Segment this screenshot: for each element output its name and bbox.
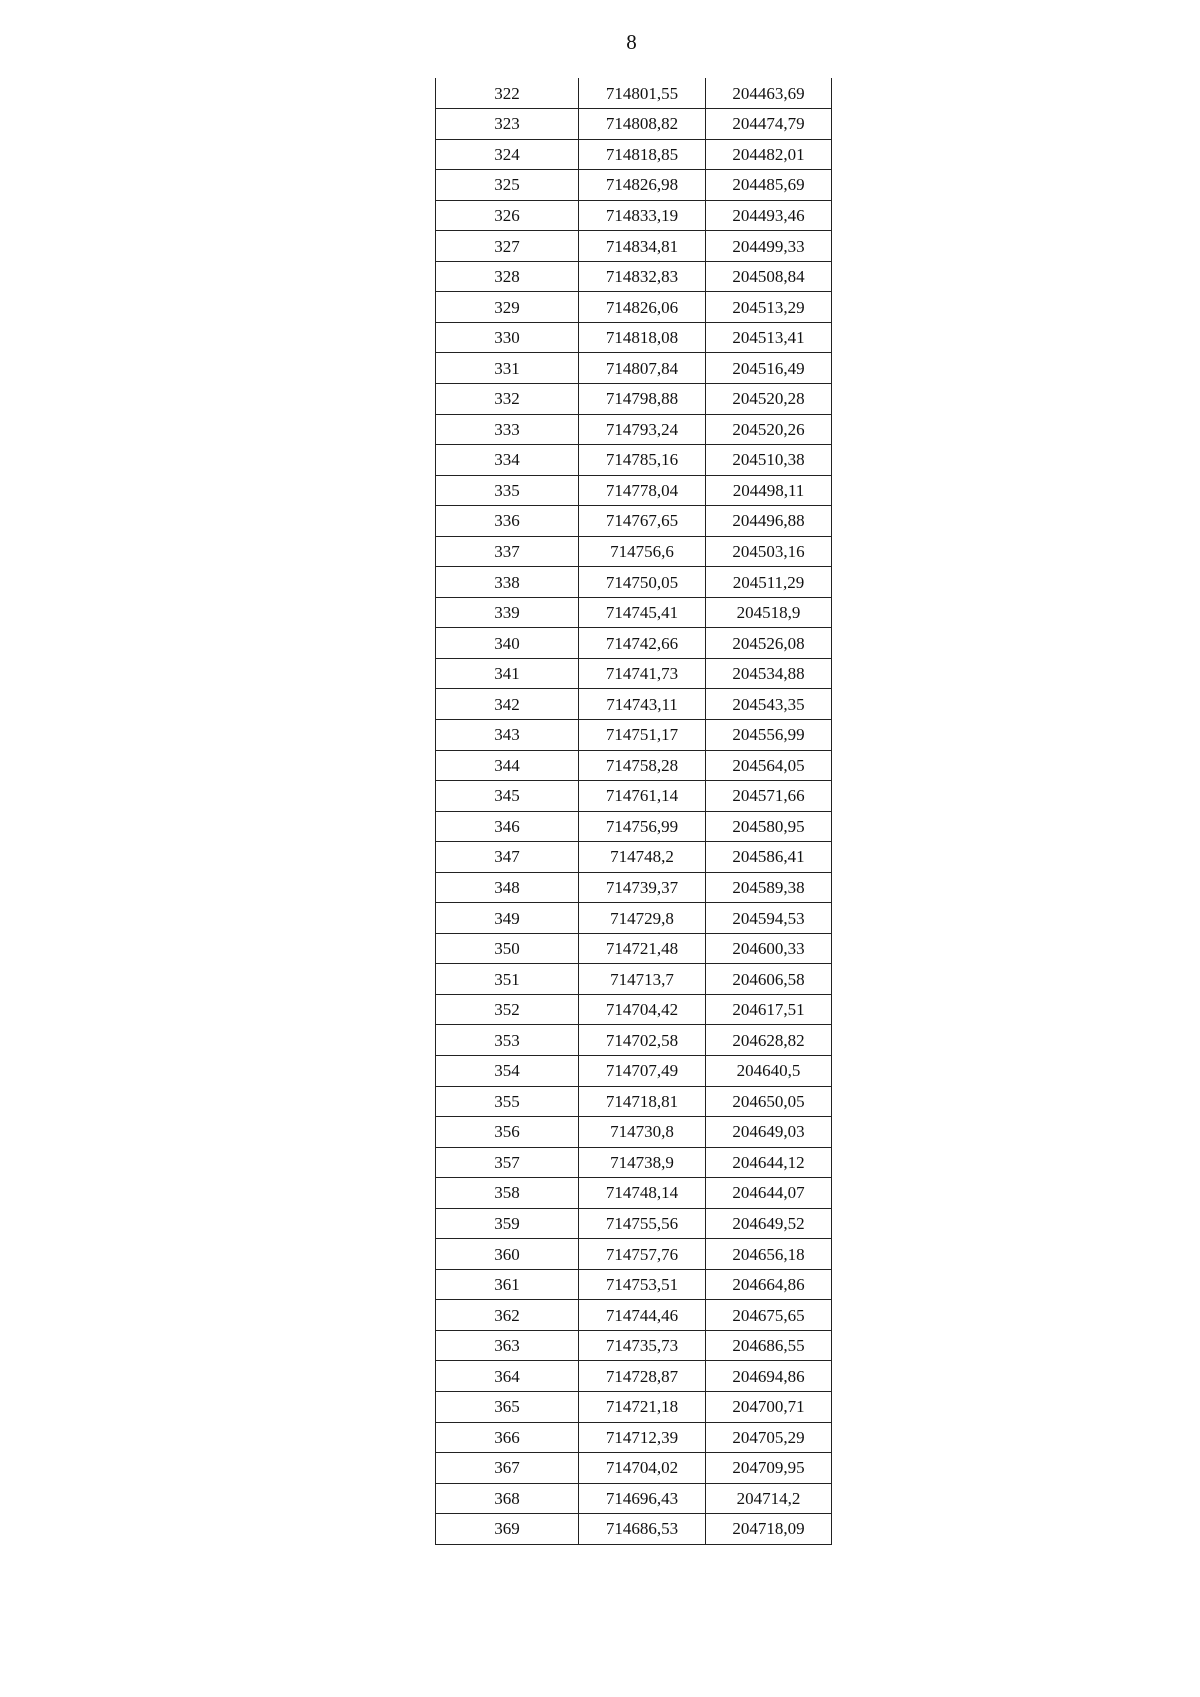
x-coordinate-cell: 714739,37 — [579, 872, 706, 903]
table-row — [436, 78, 832, 109]
point-number-cell: 343 — [436, 719, 579, 750]
x-coordinate-cell: 714742,66 — [579, 628, 706, 659]
point-number-cell: 369 — [436, 1514, 579, 1545]
y-coordinate-cell: 204556,99 — [706, 719, 832, 750]
table-row — [436, 1147, 832, 1178]
point-number-cell: 361 — [436, 1269, 579, 1300]
x-coordinate-cell: 714767,65 — [579, 506, 706, 537]
table-row — [436, 1178, 832, 1209]
point-number-cell: 345 — [436, 781, 579, 812]
point-number-cell: 334 — [436, 445, 579, 476]
table-row — [436, 1422, 832, 1453]
table-row — [436, 1330, 832, 1361]
y-coordinate-cell: 204675,65 — [706, 1300, 832, 1331]
point-number-cell: 323 — [436, 109, 579, 140]
y-coordinate-cell: 204510,38 — [706, 445, 832, 476]
table-row — [436, 872, 832, 903]
point-number-cell: 348 — [436, 872, 579, 903]
x-coordinate-cell: 714833,19 — [579, 200, 706, 231]
table-row — [436, 567, 832, 598]
point-number-cell: 367 — [436, 1453, 579, 1484]
table-row — [436, 1361, 832, 1392]
point-number-cell: 360 — [436, 1239, 579, 1270]
x-coordinate-cell: 714702,58 — [579, 1025, 706, 1056]
y-coordinate-cell: 204709,95 — [706, 1453, 832, 1484]
table-row — [436, 597, 832, 628]
y-coordinate-cell: 204499,33 — [706, 231, 832, 262]
point-number-cell: 326 — [436, 200, 579, 231]
point-number-cell: 368 — [436, 1483, 579, 1514]
y-coordinate-cell: 204664,86 — [706, 1269, 832, 1300]
x-coordinate-cell: 714753,51 — [579, 1269, 706, 1300]
y-coordinate-cell: 204526,08 — [706, 628, 832, 659]
x-coordinate-cell: 714713,7 — [579, 964, 706, 995]
y-coordinate-cell: 204649,52 — [706, 1208, 832, 1239]
point-number-cell: 352 — [436, 994, 579, 1025]
x-coordinate-cell: 714834,81 — [579, 231, 706, 262]
table-row — [436, 1208, 832, 1239]
point-number-cell: 335 — [436, 475, 579, 506]
y-coordinate-cell: 204463,69 — [706, 78, 832, 109]
y-coordinate-cell: 204513,29 — [706, 292, 832, 323]
point-number-cell: 339 — [436, 597, 579, 628]
y-coordinate-cell: 204686,55 — [706, 1330, 832, 1361]
y-coordinate-cell: 204694,86 — [706, 1361, 832, 1392]
table-row — [436, 475, 832, 506]
point-number-cell: 322 — [436, 78, 579, 109]
x-coordinate-cell: 714696,43 — [579, 1483, 706, 1514]
table-row — [436, 200, 832, 231]
point-number-cell: 328 — [436, 261, 579, 292]
y-coordinate-cell: 204496,88 — [706, 506, 832, 537]
point-number-cell: 350 — [436, 933, 579, 964]
x-coordinate-cell: 714751,17 — [579, 719, 706, 750]
table-row — [436, 353, 832, 384]
point-number-cell: 341 — [436, 658, 579, 689]
x-coordinate-cell: 714718,81 — [579, 1086, 706, 1117]
y-coordinate-cell: 204564,05 — [706, 750, 832, 781]
table-row — [436, 811, 832, 842]
x-coordinate-cell: 714735,73 — [579, 1330, 706, 1361]
point-number-cell: 349 — [436, 903, 579, 934]
x-coordinate-cell: 714756,6 — [579, 536, 706, 567]
point-number-cell: 340 — [436, 628, 579, 659]
table-row — [436, 383, 832, 414]
y-coordinate-cell: 204516,49 — [706, 353, 832, 384]
x-coordinate-cell: 714743,11 — [579, 689, 706, 720]
x-coordinate-cell: 714785,16 — [579, 445, 706, 476]
table-row — [436, 109, 832, 140]
point-number-cell: 364 — [436, 1361, 579, 1392]
point-number-cell: 327 — [436, 231, 579, 262]
y-coordinate-cell: 204656,18 — [706, 1239, 832, 1270]
point-number-cell: 324 — [436, 139, 579, 170]
table-row — [436, 1056, 832, 1087]
table-row — [436, 994, 832, 1025]
y-coordinate-cell: 204543,35 — [706, 689, 832, 720]
table-row — [436, 170, 832, 201]
table-row — [436, 689, 832, 720]
table-row — [436, 506, 832, 537]
x-coordinate-cell: 714729,8 — [579, 903, 706, 934]
y-coordinate-cell: 204594,53 — [706, 903, 832, 934]
x-coordinate-cell: 714728,87 — [579, 1361, 706, 1392]
y-coordinate-cell: 204493,46 — [706, 200, 832, 231]
point-number-cell: 354 — [436, 1056, 579, 1087]
x-coordinate-cell: 714744,46 — [579, 1300, 706, 1331]
y-coordinate-cell: 204650,05 — [706, 1086, 832, 1117]
x-coordinate-cell: 714750,05 — [579, 567, 706, 598]
y-coordinate-cell: 204644,07 — [706, 1178, 832, 1209]
point-number-cell: 355 — [436, 1086, 579, 1117]
table-row — [436, 658, 832, 689]
y-coordinate-cell: 204520,26 — [706, 414, 832, 445]
x-coordinate-cell: 714748,14 — [579, 1178, 706, 1209]
x-coordinate-cell: 714704,02 — [579, 1453, 706, 1484]
point-number-cell: 344 — [436, 750, 579, 781]
table-row — [436, 1392, 832, 1423]
point-number-cell: 353 — [436, 1025, 579, 1056]
y-coordinate-cell: 204513,41 — [706, 322, 832, 353]
table-row — [436, 231, 832, 262]
y-coordinate-cell: 204606,58 — [706, 964, 832, 995]
point-number-cell: 351 — [436, 964, 579, 995]
x-coordinate-cell: 714756,99 — [579, 811, 706, 842]
x-coordinate-cell: 714808,82 — [579, 109, 706, 140]
coordinates-table-body — [436, 78, 832, 1544]
x-coordinate-cell: 714745,41 — [579, 597, 706, 628]
table-row — [436, 1269, 832, 1300]
x-coordinate-cell: 714793,24 — [579, 414, 706, 445]
x-coordinate-cell: 714826,98 — [579, 170, 706, 201]
x-coordinate-cell: 714818,08 — [579, 322, 706, 353]
point-number-cell: 329 — [436, 292, 579, 323]
y-coordinate-cell: 204628,82 — [706, 1025, 832, 1056]
x-coordinate-cell: 714755,56 — [579, 1208, 706, 1239]
point-number-cell: 332 — [436, 383, 579, 414]
y-coordinate-cell: 204571,66 — [706, 781, 832, 812]
x-coordinate-cell: 714807,84 — [579, 353, 706, 384]
table-row — [436, 1025, 832, 1056]
x-coordinate-cell: 714798,88 — [579, 383, 706, 414]
page-number: 8 — [626, 30, 637, 54]
point-number-cell: 357 — [436, 1147, 579, 1178]
table-row — [436, 1300, 832, 1331]
table-row — [436, 719, 832, 750]
table-row — [436, 445, 832, 476]
x-coordinate-cell: 714818,85 — [579, 139, 706, 170]
y-coordinate-cell: 204718,09 — [706, 1514, 832, 1545]
point-number-cell: 338 — [436, 567, 579, 598]
y-coordinate-cell: 204617,51 — [706, 994, 832, 1025]
x-coordinate-cell: 714826,06 — [579, 292, 706, 323]
y-coordinate-cell: 204589,38 — [706, 872, 832, 903]
y-coordinate-cell: 204700,71 — [706, 1392, 832, 1423]
table-row — [436, 781, 832, 812]
x-coordinate-cell: 714758,28 — [579, 750, 706, 781]
y-coordinate-cell: 204498,11 — [706, 475, 832, 506]
point-number-cell: 330 — [436, 322, 579, 353]
point-number-cell: 333 — [436, 414, 579, 445]
x-coordinate-cell: 714832,83 — [579, 261, 706, 292]
point-number-cell: 359 — [436, 1208, 579, 1239]
x-coordinate-cell: 714738,9 — [579, 1147, 706, 1178]
x-coordinate-cell: 714730,8 — [579, 1117, 706, 1148]
y-coordinate-cell: 204474,79 — [706, 109, 832, 140]
x-coordinate-cell: 714748,2 — [579, 842, 706, 873]
table-row — [436, 842, 832, 873]
point-number-cell: 337 — [436, 536, 579, 567]
point-number-cell: 342 — [436, 689, 579, 720]
table-row — [436, 261, 832, 292]
point-number-cell: 358 — [436, 1178, 579, 1209]
y-coordinate-cell: 204511,29 — [706, 567, 832, 598]
y-coordinate-cell: 204705,29 — [706, 1422, 832, 1453]
table-row — [436, 322, 832, 353]
y-coordinate-cell: 204649,03 — [706, 1117, 832, 1148]
point-number-cell: 366 — [436, 1422, 579, 1453]
x-coordinate-cell: 714686,53 — [579, 1514, 706, 1545]
point-number-cell: 331 — [436, 353, 579, 384]
y-coordinate-cell: 204485,69 — [706, 170, 832, 201]
table-row — [436, 628, 832, 659]
x-coordinate-cell: 714721,48 — [579, 933, 706, 964]
x-coordinate-cell: 714741,73 — [579, 658, 706, 689]
table-row — [436, 1239, 832, 1270]
y-coordinate-cell: 204518,9 — [706, 597, 832, 628]
x-coordinate-cell: 714778,04 — [579, 475, 706, 506]
x-coordinate-cell: 714757,76 — [579, 1239, 706, 1270]
y-coordinate-cell: 204520,28 — [706, 383, 832, 414]
x-coordinate-cell: 714712,39 — [579, 1422, 706, 1453]
point-number-cell: 356 — [436, 1117, 579, 1148]
x-coordinate-cell: 714704,42 — [579, 994, 706, 1025]
point-number-cell: 365 — [436, 1392, 579, 1423]
table-row — [436, 1514, 832, 1545]
y-coordinate-cell: 204534,88 — [706, 658, 832, 689]
table-row — [436, 1117, 832, 1148]
coordinates-table-container — [435, 78, 832, 1545]
point-number-cell: 325 — [436, 170, 579, 201]
table-row — [436, 964, 832, 995]
table-row — [436, 1483, 832, 1514]
y-coordinate-cell: 204640,5 — [706, 1056, 832, 1087]
y-coordinate-cell: 204644,12 — [706, 1147, 832, 1178]
x-coordinate-cell: 714721,18 — [579, 1392, 706, 1423]
table-row — [436, 750, 832, 781]
y-coordinate-cell: 204586,41 — [706, 842, 832, 873]
point-number-cell: 336 — [436, 506, 579, 537]
table-row — [436, 414, 832, 445]
table-row — [436, 903, 832, 934]
y-coordinate-cell: 204503,16 — [706, 536, 832, 567]
x-coordinate-cell: 714801,55 — [579, 78, 706, 109]
coordinates-table — [435, 78, 832, 1545]
x-coordinate-cell: 714761,14 — [579, 781, 706, 812]
y-coordinate-cell: 204600,33 — [706, 933, 832, 964]
table-row — [436, 1453, 832, 1484]
table-row — [436, 1086, 832, 1117]
y-coordinate-cell: 204580,95 — [706, 811, 832, 842]
table-row — [436, 139, 832, 170]
point-number-cell: 363 — [436, 1330, 579, 1361]
point-number-cell: 347 — [436, 842, 579, 873]
point-number-cell: 362 — [436, 1300, 579, 1331]
y-coordinate-cell: 204508,84 — [706, 261, 832, 292]
y-coordinate-cell: 204714,2 — [706, 1483, 832, 1514]
x-coordinate-cell: 714707,49 — [579, 1056, 706, 1087]
table-row — [436, 292, 832, 323]
table-row — [436, 933, 832, 964]
point-number-cell: 346 — [436, 811, 579, 842]
y-coordinate-cell: 204482,01 — [706, 139, 832, 170]
table-row — [436, 536, 832, 567]
